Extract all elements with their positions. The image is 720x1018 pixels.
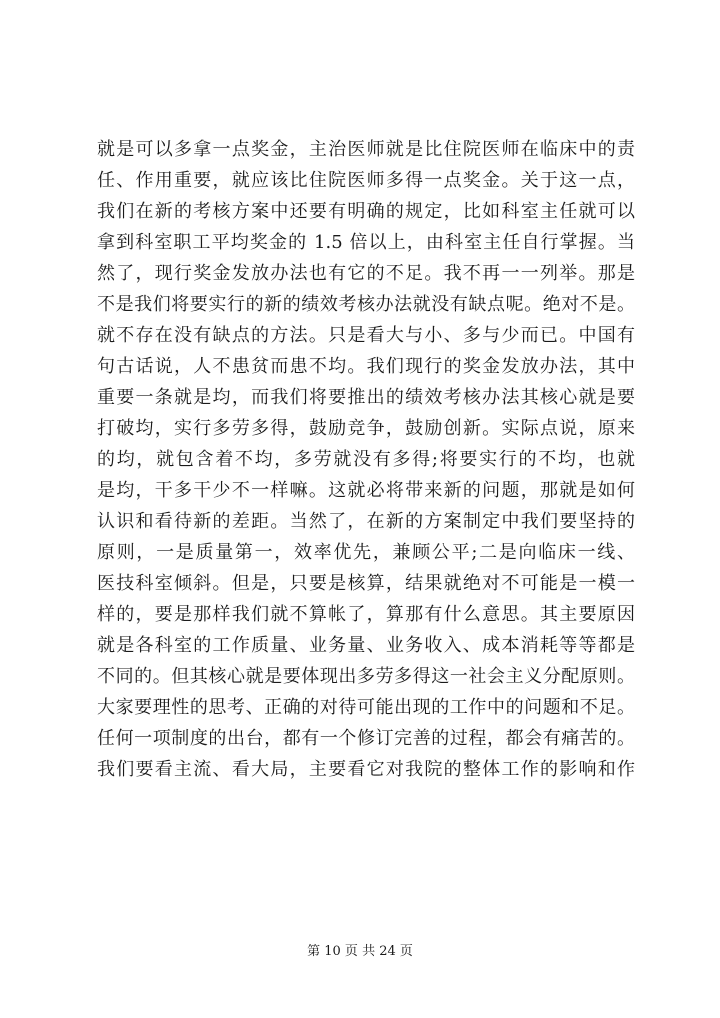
text-line: 就是可以多拿一点奖金，主治医师就是比住院医师在临床中的责	[97, 139, 635, 160]
text-line: 拿到科室职工平均奖金的 1.5 倍以上，由科室主任自行掌握。当	[97, 232, 635, 253]
text-line: 原则，一是质量第一，效率优先，兼顾公平;二是向临床一线、	[97, 542, 635, 563]
text-line: 任何一项制度的出台，都有一个修订完善的过程，都会有痛苦的。	[97, 728, 635, 749]
text-line: 医技科室倾斜。但是，只要是核算，结果就绝对不可能是一模一	[97, 573, 635, 594]
text-line: 就是各科室的工作质量、业务量、业务收入、成本消耗等等都是	[97, 635, 635, 656]
text-line: 大家要理性的思考、正确的对待可能出现的工作中的问题和不足。	[97, 697, 635, 718]
text-line: 打破均，实行多劳多得，鼓励竞争，鼓励创新。实际点说，原来	[97, 418, 635, 439]
text-line: 的均，就包含着不均，多劳就没有多得;将要实行的不均，也就	[97, 449, 635, 470]
body-text	[97, 134, 637, 785]
text-line: 我们要看主流、看大局，主要看它对我院的整体工作的影响和作	[97, 759, 635, 780]
text-line: 是均，干多干少不一样嘛。这就必将带来新的问题，那就是如何	[97, 480, 635, 501]
text-line: 样的，要是那样我们就不算帐了，算那有什么意思。其主要原因	[97, 604, 635, 625]
text-line: 任、作用重要，就应该比住院医师多得一点奖金。关于这一点，	[97, 170, 635, 191]
page-number-footer: 第 10 页 共 24 页	[307, 944, 413, 959]
text-line: 句古话说，人不患贫而患不均。我们现行的奖金发放办法，其中	[97, 356, 635, 377]
text-line: 不同的。但其核心就是要体现出多劳多得这一社会主义分配原则。	[97, 666, 635, 687]
text-line: 就不存在没有缺点的方法。只是看大与小、多与少而已。中国有	[97, 325, 635, 346]
text-line: 我们在新的考核方案中还要有明确的规定，比如科室主任就可以	[97, 201, 635, 222]
text-line: 然了，现行奖金发放办法也有它的不足。我不再一一列举。那是	[97, 263, 635, 284]
text-line: 重要一条就是均，而我们将要推出的绩效考核办法其核心就是要	[97, 387, 635, 408]
text-line: 不是我们将要实行的新的绩效考核办法就没有缺点呢。绝对不是。	[97, 294, 635, 315]
text-line: 认识和看待新的差距。当然了，在新的方案制定中我们要坚持的	[97, 511, 635, 532]
